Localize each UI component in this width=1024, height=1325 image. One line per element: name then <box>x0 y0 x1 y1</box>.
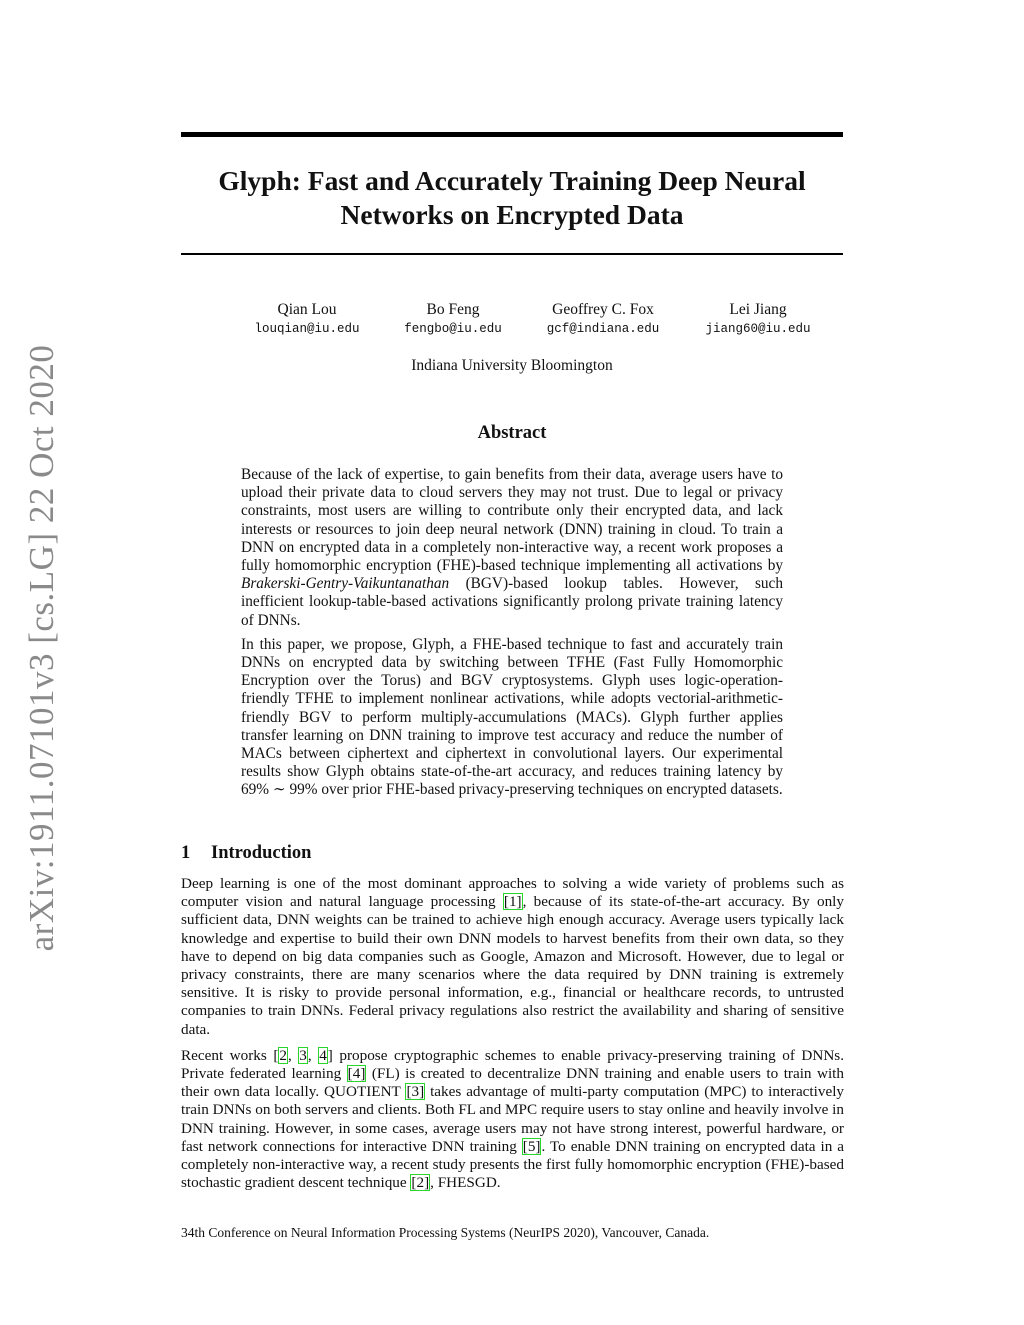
body-text: takes advantage of multi-party computation (MPC) to interactively train DNNs on both servers and clients. Both FL and MPC require users to stay online and heavily involve in DNN training. However, in some cases, average users may not have strong interest, powerful hardware, or fast network connections for interactive DNN training <box>181 1083 845 1155</box>
citation-link[interactable]: [3] <box>406 1083 425 1101</box>
title-rule-top <box>181 132 843 137</box>
citation-link[interactable]: [5] <box>522 1137 541 1155</box>
author-block <box>705 300 810 338</box>
citation-link[interactable]: [4] <box>347 1065 366 1083</box>
author-email: gcf@indiana.edu <box>546 322 660 336</box>
abstract-paragraph <box>241 466 783 630</box>
conference-footnote: 34th Conference on Neural Information Processing Systems (NeurIPS 2020), Vancouver, Canada. <box>181 1225 710 1240</box>
body-text: , <box>307 1046 319 1064</box>
citation-link[interactable]: 3 <box>299 1046 307 1064</box>
section-heading-introduction <box>181 843 311 864</box>
abstract-italic-text: Brakerski-Gentry-Vaikuntanathan <box>241 575 450 593</box>
body-text: , <box>287 1046 299 1064</box>
body-text: (FL) is created to decentralize DNN training and enable users to train with their own data locally. QUOTIENT <box>181 1065 844 1101</box>
abstract-paragraph: In this paper, we propose, Glyph, a FHE-based technique to fast and accurately train DNNs on encrypted data by switching between TFHE (Fast Fully Homomorphic Encryption over the Torus) and BGV cryptosystems. Glyph uses logic-operation-friendly TFHE to implement nonlinear activations, while adopts vectorial-arithmetic-friendly BGV to perform multiply-accumulations (MACs). Glyph further applies transfer learning on DNN training to improve test accuracy and reduce the number of MACs between ciphertext and ciphertext in convolutional layers. Our experimental results show Glyph obtains state-of-the-art accuracy, and reduces training latency by 69% ∼ 99% over prior FHE-based privacy-preserving techniques on encrypted datasets. <box>241 635 783 799</box>
abstract-heading: Abstract <box>477 423 547 443</box>
citation-link[interactable]: 4 <box>319 1046 327 1064</box>
body-text: Deep learning is one of the most dominant approaches to solving a wide variety of problems such as computer vision and natural language processing <box>181 875 844 911</box>
body-text: , FHESGD. <box>430 1174 501 1192</box>
arxiv-identifier: arXiv:1911.07101v3 [cs.LG] 22 Oct 2020 <box>22 344 61 952</box>
section-title: Introduction <box>211 843 312 863</box>
abstract-body <box>241 466 783 806</box>
author-block <box>547 300 660 338</box>
author-name: Lei Jiang <box>729 301 787 318</box>
body-paragraph <box>181 1047 844 1193</box>
author-name: Geoffrey C. Fox <box>552 301 654 318</box>
author-list <box>181 300 843 344</box>
author-email: fengbo@iu.edu <box>404 322 502 336</box>
paper-title <box>181 164 843 232</box>
title-line-1: Glyph: Fast and Accurately Training Deep Neural <box>218 165 806 196</box>
citation-link[interactable]: 2 <box>279 1046 287 1064</box>
author-block <box>254 300 359 338</box>
body-paragraph <box>181 875 844 1039</box>
body-text: Recent works [ <box>181 1046 279 1064</box>
author-name: Bo Feng <box>426 301 480 318</box>
abstract-text: (BGV)-based lookup tables. However, such inefficient lookup-table-based activations significantly prolong private training latency of DNNs. <box>241 575 783 629</box>
author-block <box>404 300 502 338</box>
section-number: 1 <box>181 843 191 863</box>
body-text: , because of its state-of-the-art accuracy. By only sufficient data, DNN weights can be trained to achieve high enough accuracy. Average users typically lack knowledge and expertise to build their own DNN models to harvest benefits from their own data, so they have to depend on big data companies such as Google, Amazon and Microsoft. However, due to legal or privacy constraints, there are many scenarios where the data required by DNN training is extremely sensitive. It is risky to provide personal information, e.g., financial or healthcare records, to untrusted companies to train DNNs. Federal privacy regulations also restrict the availability and sharing of sensitive data. <box>181 893 844 1038</box>
citation-link[interactable]: [2] <box>411 1174 430 1192</box>
author-email: jiang60@iu.edu <box>705 322 811 336</box>
title-line-2: Networks on Encrypted Data <box>340 199 684 230</box>
abstract-text: Because of the lack of expertise, to gain benefits from their data, average users have to upload their private data to cloud servers they may not trust. Due to legal or privacy constraints, most users are willing to contribute only their encrypted data, and lack interests or resources to join deep neural network (DNN) training in cloud. To train a DNN on encrypted data in a completely non-interactive way, a recent work proposes a fully homomorphic encryption (FHE)-based technique implementing all activations by <box>241 466 783 575</box>
affiliation: Indiana University Bloomington <box>411 357 613 374</box>
citation-link[interactable]: [1] <box>503 893 522 911</box>
introduction-body <box>181 875 844 1200</box>
author-email: louqian@iu.edu <box>254 322 360 336</box>
title-rule-bottom <box>181 253 843 255</box>
author-name: Qian Lou <box>277 301 337 318</box>
body-text: . To enable DNN training on encrypted data in a completely non-interactive way, a recent study presents the first fully homomorphic encryption (FHE)-based stochastic gradient descent technique <box>181 1137 844 1192</box>
body-text: ] propose cryptographic schemes to enable privacy-preserving training of DNNs. Private federated learning <box>181 1046 845 1083</box>
